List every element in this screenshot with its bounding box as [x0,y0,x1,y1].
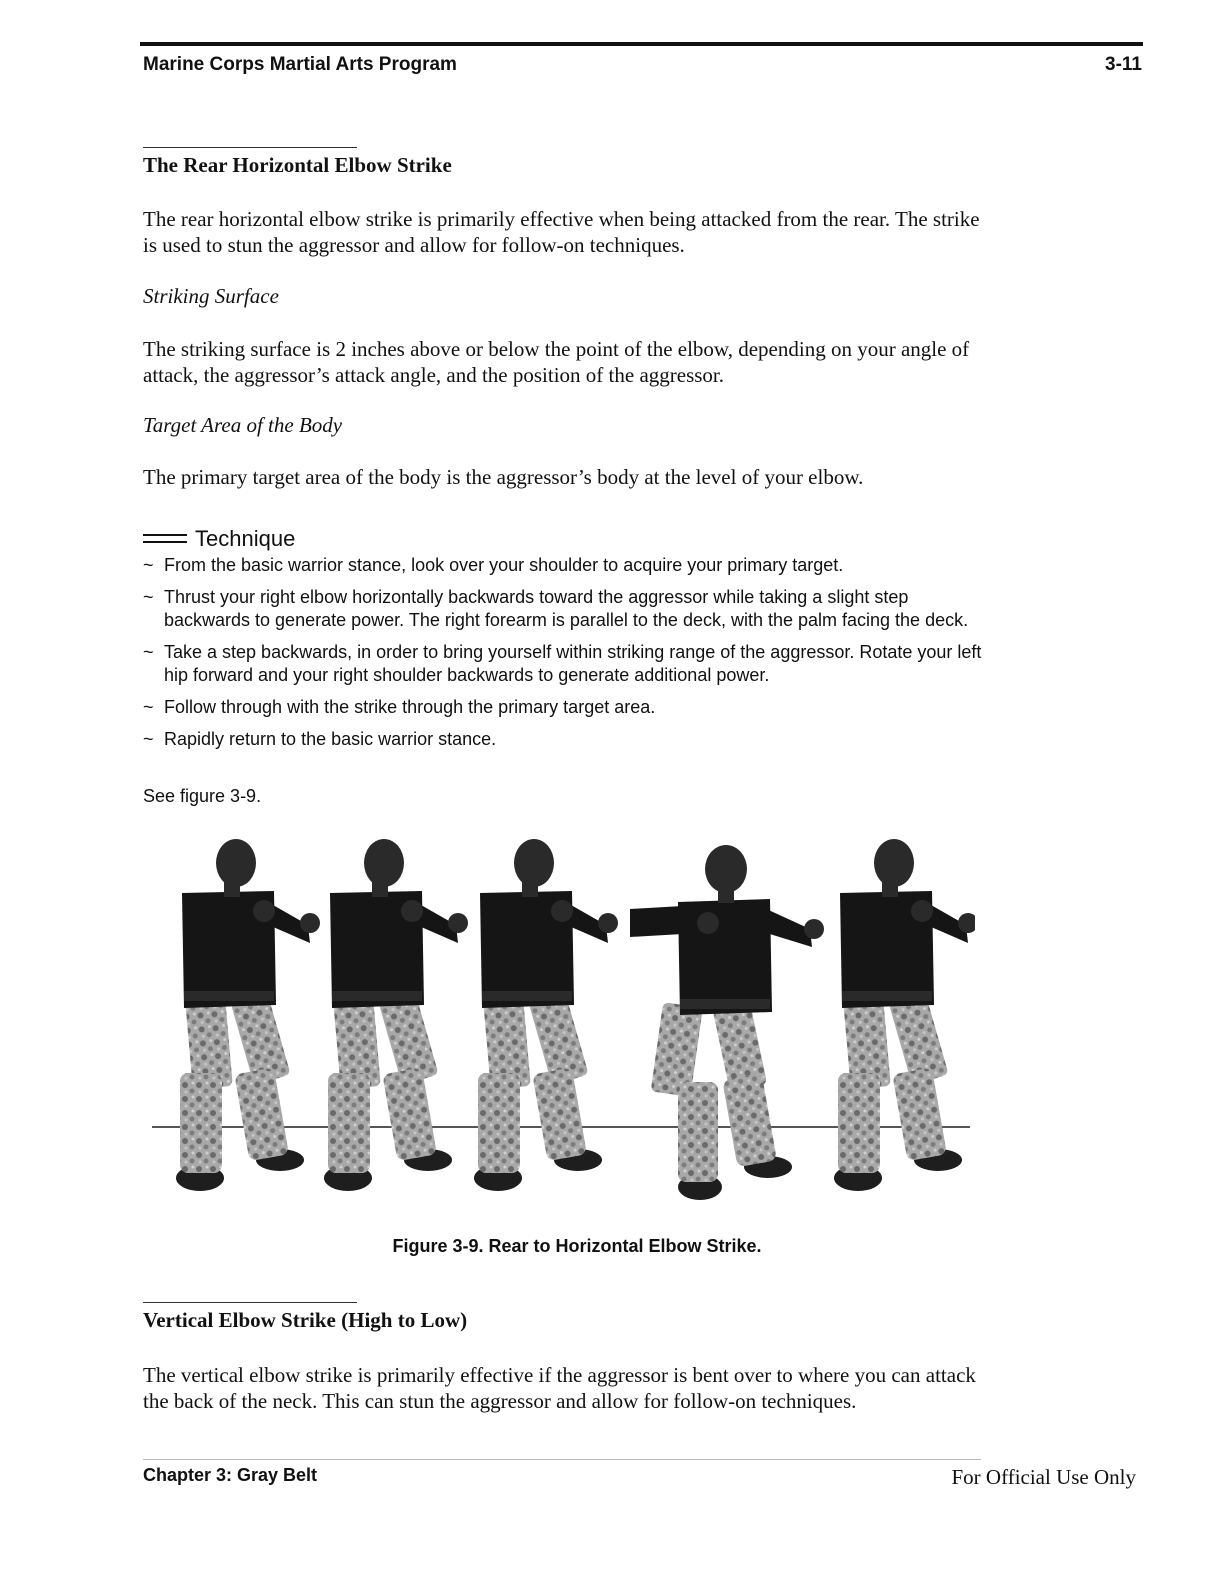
footer-rule [143,1459,981,1460]
figure-frame-5 [834,839,975,1191]
footer-chapter: Chapter 3: Gray Belt [143,1465,318,1485]
technique-step [143,554,983,577]
technique-heading-lines-icon [143,534,187,548]
running-header-title: Marine Corps Martial Arts Program [143,54,457,75]
tilde-bullet-icon: ~ [143,555,154,575]
technique-step [143,586,983,632]
figure-caption: Figure 3-9. Rear to Horizontal Elbow Strike. [392,1236,762,1256]
figure-frame-1 [176,839,320,1191]
figure-frame-4 [630,845,824,1200]
technique-step-text: Take a step backwards, in order to bring yourself within striking range of the aggressor. Rotate your left hip forward and your right shoulder backwards to generate additional power. [164,642,982,685]
figure-frame-2 [324,839,468,1191]
footer-classification: For Official Use Only [951,1465,1136,1489]
tilde-bullet-icon: ~ [143,697,154,717]
header-rule [140,42,1143,46]
section-rule [143,147,357,148]
technique-step [143,641,983,687]
section-rule [143,1302,357,1303]
technique-step-text: Rapidly return to the basic warrior stance. [164,729,497,749]
tilde-bullet-icon: ~ [143,642,154,662]
technique-steps [143,554,983,760]
vertical-elbow-intro-paragraph: The vertical elbow strike is primarily effective if the aggressor is bent over to where you can attack the back of the neck. This can stun the aggressor and allow for follow-on techniques. [143,1363,976,1413]
technique-step-text: Thrust your right elbow horizontally backwards toward the aggressor while taking a slight step backwards to generate power. The right forearm is parallel to the deck, with the palm facing the deck. [164,587,969,630]
striking-surface-paragraph: The striking surface is 2 inches above or below the point of the elbow, depending on your angle of attack, the aggressor’s attack angle, and the position of the aggressor. [143,337,970,387]
target-area-paragraph: The primary target area of the body is the aggressor’s body at the level of your elbow. [143,465,864,489]
section-title: Vertical Elbow Strike (High to Low) [143,1308,468,1332]
technique-step-text: Follow through with the strike through the primary target area. [164,697,656,717]
technique-step [143,728,983,751]
striking-surface-heading: Striking Surface [143,284,279,308]
figure-reference: See figure 3-9. [143,786,262,806]
figure-frame-3 [474,839,618,1191]
elbow-strike-photo-sequence [150,835,975,1215]
tilde-bullet-icon: ~ [143,587,154,607]
section-title: The Rear Horizontal Elbow Strike [143,153,452,177]
tilde-bullet-icon: ~ [143,729,154,749]
intro-paragraph: The rear horizontal elbow strike is primarily effective when being attacked from the rear. The strike is used to stun the aggressor and allow for follow-on techniques. [143,207,980,257]
target-area-heading: Target Area of the Body [143,413,343,437]
technique-step [143,696,983,719]
technique-heading-label: Technique [195,526,296,551]
page-number: 3-11 [1105,54,1142,75]
figure-3-9-photo-sequence [150,835,975,1215]
technique-step-text: From the basic warrior stance, look over your shoulder to acquire your primary target. [164,555,844,575]
